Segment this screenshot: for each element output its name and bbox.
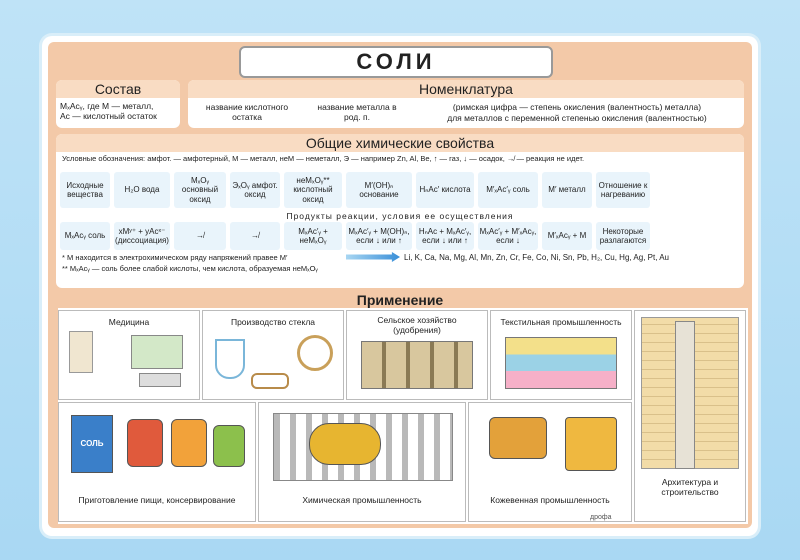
bag-icon bbox=[489, 417, 547, 459]
data-cell-1: xMʸ⁺ + yAcˣ⁻ (диссоциация) bbox=[114, 222, 170, 250]
app-leather bbox=[468, 402, 632, 522]
head-cell-7: M′ₓAc′ᵧ соль bbox=[478, 172, 538, 208]
jar-icon bbox=[127, 419, 163, 467]
app-food-label: Приготовление пищи, консервирование bbox=[78, 495, 236, 505]
glasses-icon bbox=[251, 373, 289, 389]
fertilizer-bags-icon bbox=[361, 341, 473, 389]
poster bbox=[42, 36, 758, 536]
page-title: СОЛИ bbox=[239, 46, 553, 78]
arrow-right-icon bbox=[346, 252, 400, 262]
data-cell-4: MₓAc′ᵧ + неMₓOᵧ bbox=[284, 222, 342, 250]
salt-pack-icon bbox=[71, 415, 113, 473]
properties-box bbox=[56, 134, 744, 288]
jar-icon bbox=[213, 425, 245, 467]
activity-series: Li, K, Ca, Na, Mg, Al, Mn, Zn, Cr, Fe, Co, Ni, Sn, Pb, H₂, Cu, Hg, Ag, Pt, Au bbox=[404, 253, 669, 262]
data-cell-9: Некоторые разлагаются bbox=[596, 222, 650, 250]
blister-icon bbox=[139, 373, 181, 387]
publisher-logo: дрофа bbox=[590, 514, 612, 521]
magnifier-icon bbox=[297, 335, 333, 371]
head-cell-8: M′ металл bbox=[542, 172, 592, 208]
head-cell-2: MₓOᵧ основный оксид bbox=[174, 172, 226, 208]
data-cell-0: MₓAcᵧ соль bbox=[60, 222, 110, 250]
properties-legend: Условные обозначения: амфот. — амфотерный, M — металл, неM — неметалл, Э — например Zn, Al, Be, ↑ — газ, ↓ — осадок, ↛ — реакция не идет. bbox=[62, 154, 585, 163]
salt-label: СОЛЬ bbox=[80, 439, 104, 448]
boots-icon bbox=[565, 417, 617, 471]
app-medicine bbox=[58, 310, 200, 400]
head-cell-5: M′(OH)ₙ основание bbox=[346, 172, 412, 208]
application-title-box bbox=[56, 292, 744, 308]
app-medicine-label: Медицина bbox=[108, 317, 150, 327]
app-architecture-label: Архитектура и строительство bbox=[661, 477, 719, 497]
data-cell-7: MₓAc′ᵧ + M′ₓAcᵧ, если ↓ bbox=[478, 222, 538, 250]
nomenclature-header: Номенклатура bbox=[188, 80, 744, 98]
products-subheader: Продукты реакции, условия ее осуществления bbox=[286, 211, 514, 221]
app-food bbox=[58, 402, 256, 522]
application-header: Применение bbox=[356, 292, 444, 308]
app-agriculture-label: Сельское хозяйство (удобрения) bbox=[377, 315, 457, 335]
column-icon bbox=[675, 321, 695, 469]
head-cell-4: неMₓOᵧ** кислотный оксид bbox=[284, 172, 342, 208]
head-cell-0: Исходные вещества bbox=[60, 172, 110, 208]
nomenclature-col2: название металла в род. п. bbox=[317, 102, 397, 122]
app-textile-label: Текстильная промышленность bbox=[500, 317, 622, 327]
app-agriculture bbox=[346, 310, 488, 400]
head-cell-6: HₙAc′ кислота bbox=[416, 172, 474, 208]
app-architecture bbox=[634, 310, 746, 522]
data-cell-6: HₙAc + MₓAc′ᵧ, если ↓ или ↑ bbox=[416, 222, 474, 250]
fabric-rolls-icon bbox=[505, 337, 617, 389]
data-cell-3: ↛ bbox=[230, 222, 280, 250]
properties-header: Общие химические свойства bbox=[56, 134, 744, 152]
jar-icon bbox=[171, 419, 207, 467]
flask-icon bbox=[215, 339, 245, 379]
head-cell-3: ЭₓOᵧ амфот. оксид bbox=[230, 172, 280, 208]
medicine-box-icon bbox=[131, 335, 183, 369]
data-cell-8: M′ₓAcᵧ + M bbox=[542, 222, 592, 250]
head-cell-1: H₂O вода bbox=[114, 172, 170, 208]
composition-header: Состав bbox=[56, 80, 180, 98]
composition-line1: MₓAcᵧ, где M — металл, bbox=[60, 101, 154, 111]
nomenclature-box bbox=[188, 80, 744, 128]
composition-line2: Ac — кислотный остаток bbox=[60, 111, 157, 121]
note-1: * M находится в электрохимическом ряду напряжений правее M′ bbox=[62, 253, 288, 262]
application-panel bbox=[58, 308, 748, 524]
head-cell-9: Отношение к нагреванию bbox=[596, 172, 650, 208]
composition-box bbox=[56, 80, 180, 128]
tank-icon bbox=[309, 423, 381, 465]
pill-box-icon bbox=[69, 331, 93, 373]
nomenclature-col3a: (римская цифра — степень окисления (валентность) металла) bbox=[452, 102, 702, 112]
app-glass bbox=[202, 310, 344, 400]
app-chemical bbox=[258, 402, 466, 522]
app-leather-label: Кожевенная промышленность bbox=[490, 495, 610, 505]
data-cell-2: ↛ bbox=[174, 222, 226, 250]
nomenclature-col1: название кислотного остатка bbox=[205, 102, 289, 122]
app-textile bbox=[490, 310, 632, 400]
app-glass-label: Производство стекла bbox=[230, 317, 316, 327]
app-chemical-label: Химическая промышленность bbox=[302, 495, 422, 505]
note-2: ** MₓAcᵧ — соль более слабой кислоты, чем кислота, образуемая неMₓOᵧ bbox=[62, 264, 318, 273]
data-cell-5: MₓAc′ᵧ + M(OH)ₙ, если ↓ или ↑ bbox=[346, 222, 412, 250]
nomenclature-col3b: для металлов с переменной степенью окисления (валентностью) bbox=[447, 113, 707, 123]
